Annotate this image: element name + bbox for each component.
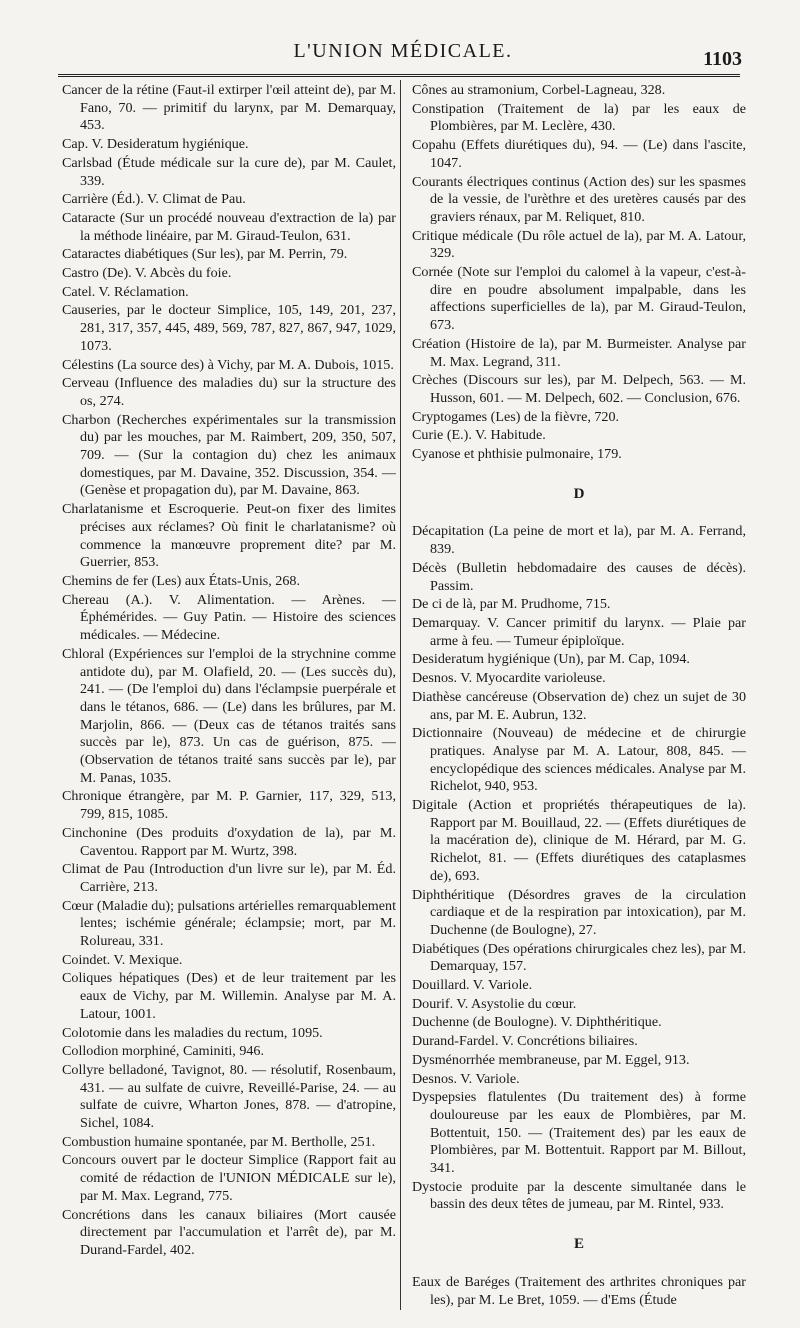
index-entry: Charlatanisme et Escroquerie. Peut-on fixer des limites précises aux réclames? Où finit le charlatanisme? où commence la manœuvre proprement dite? par M. Guerrier, 853. [62, 501, 396, 571]
index-entry: Duchenne (de Boulogne). V. Diphthéritique. [412, 1014, 662, 1031]
page-number: 1103 [703, 48, 742, 70]
index-entry: Durand-Fardel. V. Concrétions biliaires. [412, 1033, 638, 1050]
index-entry: Cap. V. Desideratum hygiénique. [62, 136, 249, 153]
index-entry: Concours ouvert par le docteur Simplice (Rapport fait au comité de rédaction de l'UNION MÉDICALE sur le), par M. Max. Legrand, 775. [62, 1152, 396, 1204]
index-entry: Décapitation (La peine de mort et la), par M. A. Ferrand, 839. [412, 523, 746, 558]
index-entry: Cœur (Maladie du); pulsations artérielles remarquablement lentes; ischémie générale; éclampsie; mort, par M. Rolureau, 331. [62, 897, 396, 950]
index-entry: Célestins (La source des) à Vichy, par M. A. Dubois, 1015. [62, 356, 394, 373]
page-header [58, 40, 748, 74]
index-entry: Charbon (Recherches expérimentales sur la transmission du) par les mouches, par M. Raimbert, 209, 350, 507, 709. — (Sur la contagion du) chez les animaux domestiques, par M. Davaine, 352. Discussion, 354. — (Genèse et propagation du), par M. Davaine, 863. [62, 411, 396, 499]
index-entry: Carrière (Éd.). V. Climat de Pau. [62, 191, 246, 208]
index-entry: Cataractes diabétiques (Sur les), par M. Perrin, 79. [62, 246, 348, 263]
index-entry: Cornée (Note sur l'emploi du calomel à la vapeur, c'est-à-dire en poudre absolument impalpable, dans les affections superficielles de la), par M. Giraud-Teulon, 673. [412, 264, 746, 334]
index-entry: Constipation (Traitement de la) par les eaux de Plombières, par M. Leclère, 430. [412, 100, 746, 135]
index-entry: Causeries, par le docteur Simplice, 105, 149, 201, 237, 281, 317, 357, 445, 489, 569, 787, 827, 867, 947, 1029, 1073. [62, 302, 396, 354]
index-entry: Crèches (Discours sur les), par M. Delpech, 563. — M. Husson, 601. — M. Delpech, 602. — Conclusion, 676. [412, 372, 746, 406]
index-entry: Castro (De). V. Abcès du foie. [62, 265, 232, 282]
right-column [412, 82, 746, 1310]
index-entry: Cyanose et phthisie pulmonaire, 179. [412, 446, 622, 463]
index-entry: Dystocie produite par la descente simultanée dans le bassin des deux têtes de jumeau, par M. Rintel, 933. [412, 1178, 746, 1213]
entries-c [412, 82, 746, 464]
index-entry: Dictionnaire (Nouveau) de médecine et de chirurgie pratiques. Analyse par M. A. Latour, 808, 845. — encyclopédique des sciences médicales. Analyse par M. Richelot, 940, 953. [412, 725, 746, 795]
index-entry: Curie (E.). V. Habitude. [412, 427, 546, 444]
section-letter-e: E [573, 1236, 584, 1253]
index-entry: Climat de Pau (Introduction d'un livre sur le), par M. Éd. Carrière, 213. [62, 861, 396, 895]
index-entry: Cônes au stramonium, Corbel-Lagneau, 328. [412, 82, 666, 98]
index-entry: Chemins de fer (Les) aux États-Unis, 268. [62, 572, 300, 589]
index-entry: Chloral (Expériences sur l'emploi de la strychnine comme antidote du), par M. Olafield, 20. — (Les succès du), 241. — (De l'emploi du) dans l'éclampsie puerpérale et dans le tétanos, 686. — (Le) dans les brûlures, par M. Marjolin, 866. — (Deux cas de tétanos traités sans succès par le), 873. Un cas de guérison, 875. — (Observation de tétanos traité sans succès par le), par M. Panas, 1035. [62, 645, 396, 786]
left-column [62, 82, 396, 1261]
index-entry: Diabétiques (Des opérations chirurgicales chez les), par M. Demarquay, 157. [412, 940, 746, 975]
index-entry: Diathèse cancéreuse (Observation de) chez un sujet de 30 ans, par M. E. Aubrun, 132. [412, 688, 746, 723]
index-entry: Copahu (Effets diurétiques du), 94. — (Le) dans l'ascite, 1047. [412, 137, 746, 171]
index-entry: Concrétions dans les canaux biliaires (Mort causée directement par l'accumulation et l'arrêt de), par M. Durand-Fardel, 402. [62, 1206, 396, 1258]
index-entry: Demarquay. V. Cancer primitif du larynx. — Plaie par arme à feu. — Tumeur épiploïque. [412, 614, 746, 649]
index-entry: Création (Histoire de la), par M. Burmeister. Analyse par M. Max. Legrand, 311. [412, 335, 746, 370]
index-entry: Courants électriques continus (Action des) sur les spasmes de la vessie, de l'urèthre et des uretères causés par des graviers rénaux, par M. Reliquet, 810. [412, 173, 746, 225]
index-entry: Digitale (Action et propriétés thérapeutiques de la). Rapport par M. Bouillaud, 22. — (Effets diurétiques de la macération de), clinique de M. Hérard, par M. G. Richelot, 81. — (Effets diurétiques des cataplasmes de), 693. [412, 797, 746, 884]
index-entry: De ci de là, par M. Prudhome, 715. [412, 596, 611, 613]
index-entry: Colotomie dans les maladies du rectum, 1095. [62, 1024, 323, 1041]
index-entry: Cataracte (Sur un procédé nouveau d'extraction de la) par la méthode linéaire, par M. Giraud-Teulon, 631. [62, 209, 396, 244]
index-entry: Diphthéritique (Désordres graves de la circulation cardiaque et de la respiration par intoxication), par M. Duchenne (de Boulogne), 27. [412, 886, 746, 938]
index-entry: Chronique étrangère, par M. P. Garnier, 117, 329, 513, 799, 815, 1085. [62, 788, 396, 823]
index-entry: Dysménorrhée membraneuse, par M. Eggel, 913. [412, 1051, 690, 1068]
index-entry: Décès (Bulletin hebdomadaire des causes de décès). Passim. [412, 559, 746, 594]
index-entry: Coliques hépatiques (Des) et de leur traitement par les eaux de Vichy, par M. Willemin. Analyse par M. A. Latour, 1001. [62, 970, 396, 1022]
index-entry: Chereau (A.). V. Alimentation. — Arènes. — Éphémérides. — Guy Patin. — Histoire des sciences médicales. — Médecine. [62, 591, 396, 644]
index-entry: Critique médicale (Du rôle actuel de la), par M. A. Latour, 329. [412, 227, 746, 262]
index-entry: Dourif. V. Asystolie du cœur. [412, 995, 577, 1012]
index-entry: Catel. V. Réclamation. [62, 283, 189, 300]
index-entry: Eaux de Baréges (Traitement des arthrites chroniques par les), par M. Le Bret, 1059. — d'Ems (Étude [412, 1273, 746, 1308]
index-entry: Desnos. V. Myocardite varioleuse. [412, 670, 606, 687]
index-entry: Combustion humaine spontanée, par M. Bertholle, 251. [62, 1133, 376, 1150]
index-entry: Collodion morphiné, Caminiti, 946. [62, 1043, 265, 1060]
header-rule [58, 74, 740, 77]
index-entry: Coindet. V. Mexique. [62, 951, 183, 968]
index-entry: Douillard. V. Variole. [412, 977, 533, 994]
index-entry: Desideratum hygiénique (Un), par M. Cap, 1094. [412, 651, 690, 668]
index-entry: Cryptogames (Les) de la fièvre, 720. [412, 408, 620, 425]
index-entry: Cinchonine (Des produits d'oxydation de la), par M. Caventou. Rapport par M. Wurtz, 398. [62, 824, 396, 859]
index-entry: Desnos. V. Variole. [412, 1070, 520, 1087]
entries-e [412, 1274, 746, 1309]
entries-d [412, 523, 746, 1214]
index-entry: Cancer de la rétine (Faut-il extirper l'œil atteint de), par M. Fano, 70. — primitif du larynx, par M. Demarquay, 453. [62, 82, 396, 134]
column-divider [400, 80, 401, 1310]
running-title: L'UNION MÉDICALE. [293, 40, 513, 62]
index-entry: Cerveau (Influence des maladies du) sur la structure des os, 274. [62, 375, 396, 409]
index-entry: Carlsbad (Étude médicale sur la cure de), par M. Caulet, 339. [62, 154, 396, 189]
section-letter-d: D [573, 485, 585, 502]
index-entry: Collyre belladoné, Tavignot, 80. — résolutif, Rosenbaum, 431. — au sulfate de cuivre, Reveillé-Parise, 24. — au sulfate de cuivre, Wharton Jones, 878. — d'atropine, Sichel, 1084. [62, 1061, 396, 1132]
index-entry: Dyspepsies flatulentes (Du traitement des) à forme douloureuse par les eaux de Plombières, par M. Bottentuit, 150. — (Traitement des) par les eaux de Plombières, par M. Bottentuit. Rapport par M. Billout, 341. [412, 1089, 746, 1177]
